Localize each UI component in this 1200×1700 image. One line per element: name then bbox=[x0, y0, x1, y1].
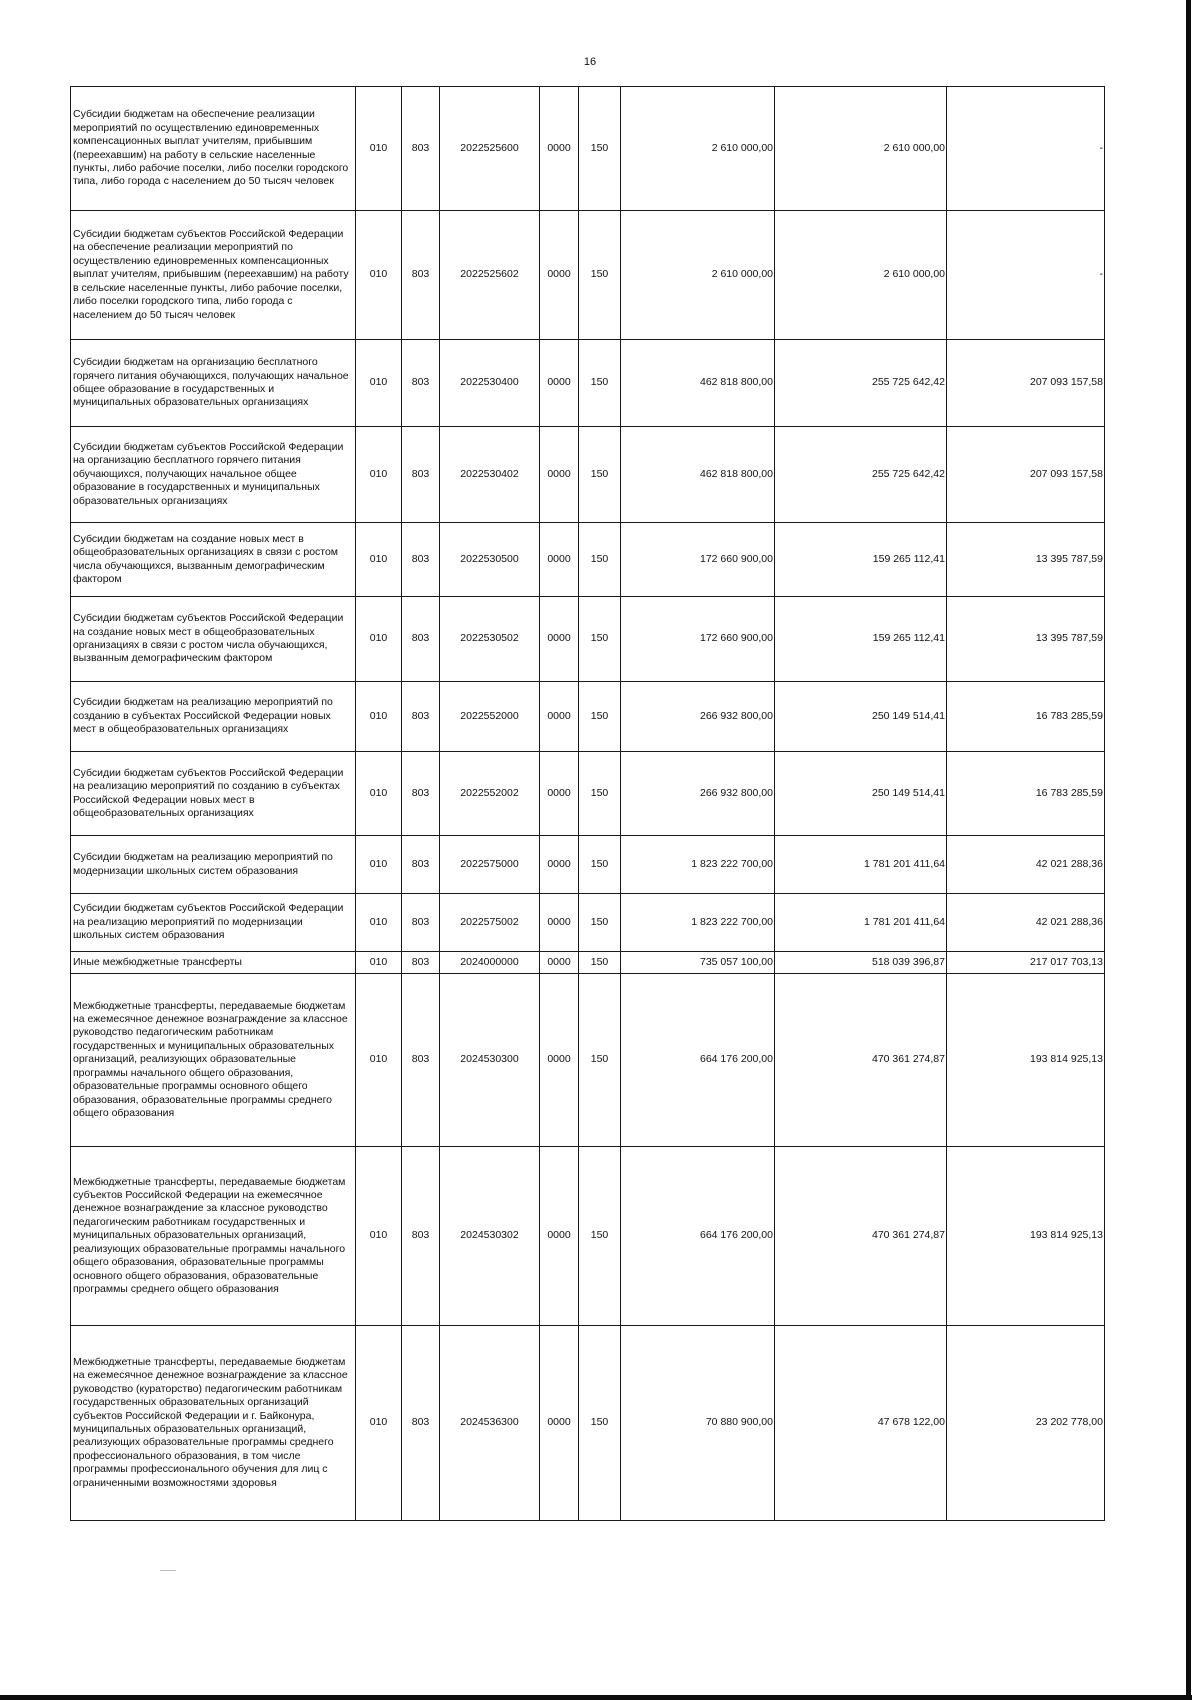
code-cell: 150 bbox=[579, 1147, 621, 1326]
code-cell: 0000 bbox=[540, 211, 579, 340]
amount-exec-cell: 2 610 000,00 bbox=[775, 87, 947, 211]
code-cell: 2022575002 bbox=[440, 894, 540, 952]
amount-exec-cell: 255 725 642,42 bbox=[775, 427, 947, 523]
code-cell: 2022575000 bbox=[440, 836, 540, 894]
code-cell: 803 bbox=[402, 211, 440, 340]
code-cell: 2024536300 bbox=[440, 1326, 540, 1521]
table-row bbox=[71, 836, 1105, 894]
code-cell: 803 bbox=[402, 682, 440, 752]
amount-exec-cell: 159 265 112,41 bbox=[775, 597, 947, 682]
amount-rest-cell: - bbox=[947, 87, 1105, 211]
table-row bbox=[71, 87, 1105, 211]
amount-rest-cell: 217 017 703,13 bbox=[947, 952, 1105, 974]
code-cell: 803 bbox=[402, 836, 440, 894]
code-cell: 803 bbox=[402, 427, 440, 523]
table-row bbox=[71, 523, 1105, 597]
table-row bbox=[71, 974, 1105, 1147]
code-cell: 150 bbox=[579, 87, 621, 211]
code-cell: 0000 bbox=[540, 836, 579, 894]
code-cell: 0000 bbox=[540, 952, 579, 974]
amount-exec-cell: 255 725 642,42 bbox=[775, 340, 947, 427]
code-cell: 0000 bbox=[540, 1147, 579, 1326]
code-cell: 2022552000 bbox=[440, 682, 540, 752]
row-description: Субсидии бюджетам субъектов Российской Федерации на реализацию мероприятий по модернизации школьных систем образования bbox=[71, 894, 356, 952]
amount-exec-cell: 470 361 274,87 bbox=[775, 1147, 947, 1326]
code-cell: 150 bbox=[579, 752, 621, 836]
code-cell: 803 bbox=[402, 1147, 440, 1326]
table-row bbox=[71, 597, 1105, 682]
code-cell: 010 bbox=[356, 427, 402, 523]
table-row bbox=[71, 752, 1105, 836]
code-cell: 150 bbox=[579, 974, 621, 1147]
code-cell: 803 bbox=[402, 952, 440, 974]
code-cell: 803 bbox=[402, 597, 440, 682]
row-description: Субсидии бюджетам на организацию бесплатного горячего питания обучающихся, получающих начальное общее образование в государственных и муниципальных образовательных организациях bbox=[71, 340, 356, 427]
code-cell: 0000 bbox=[540, 340, 579, 427]
code-cell: 010 bbox=[356, 523, 402, 597]
amount-plan-cell: 462 818 800,00 bbox=[621, 340, 775, 427]
code-cell: 150 bbox=[579, 836, 621, 894]
code-cell: 010 bbox=[356, 1326, 402, 1521]
code-cell: 150 bbox=[579, 427, 621, 523]
row-description: Субсидии бюджетам на реализацию мероприятий по модернизации школьных систем образования bbox=[71, 836, 356, 894]
amount-rest-cell: 193 814 925,13 bbox=[947, 974, 1105, 1147]
page-number: 16 bbox=[583, 56, 597, 68]
amount-exec-cell: 47 678 122,00 bbox=[775, 1326, 947, 1521]
code-cell: 803 bbox=[402, 1326, 440, 1521]
amount-exec-cell: 518 039 396,87 bbox=[775, 952, 947, 974]
code-cell: 150 bbox=[579, 682, 621, 752]
code-cell: 010 bbox=[356, 836, 402, 894]
code-cell: 150 bbox=[579, 523, 621, 597]
code-cell: 010 bbox=[356, 340, 402, 427]
amount-rest-cell: 13 395 787,59 bbox=[947, 523, 1105, 597]
amount-rest-cell: 193 814 925,13 bbox=[947, 1147, 1105, 1326]
code-cell: 2022530500 bbox=[440, 523, 540, 597]
code-cell: 0000 bbox=[540, 894, 579, 952]
row-description: Субсидии бюджетам на создание новых мест в общеобразовательных организациях в связи с ростом числа обучающихся, вызванным демографическим фактором bbox=[71, 523, 356, 597]
amount-rest-cell: 16 783 285,59 bbox=[947, 682, 1105, 752]
amount-rest-cell: 42 021 288,36 bbox=[947, 836, 1105, 894]
code-cell: 150 bbox=[579, 894, 621, 952]
code-cell: 010 bbox=[356, 211, 402, 340]
code-cell: 150 bbox=[579, 1326, 621, 1521]
amount-exec-cell: 250 149 514,41 bbox=[775, 682, 947, 752]
row-description: Субсидии бюджетам субъектов Российской Федерации на обеспечение реализации мероприятий по осуществлению единовременных компенсационных выплат учителям, прибывшим (переехавшим) на работу в сельские населенные пункты, либо рабочие поселки, либо поселки городского типа, либо города с населением до 50 тысяч человек bbox=[71, 211, 356, 340]
amount-exec-cell: 470 361 274,87 bbox=[775, 974, 947, 1147]
code-cell: 803 bbox=[402, 340, 440, 427]
table-row bbox=[71, 211, 1105, 340]
code-cell: 2024530302 bbox=[440, 1147, 540, 1326]
amount-plan-cell: 70 880 900,00 bbox=[621, 1326, 775, 1521]
code-cell: 2022530400 bbox=[440, 340, 540, 427]
amount-rest-cell: 13 395 787,59 bbox=[947, 597, 1105, 682]
amount-rest-cell: 207 093 157,58 bbox=[947, 427, 1105, 523]
amount-plan-cell: 2 610 000,00 bbox=[621, 87, 775, 211]
amount-rest-cell: 23 202 778,00 bbox=[947, 1326, 1105, 1521]
code-cell: 010 bbox=[356, 87, 402, 211]
code-cell: 2024000000 bbox=[440, 952, 540, 974]
amount-plan-cell: 664 176 200,00 bbox=[621, 1147, 775, 1326]
amount-plan-cell: 1 823 222 700,00 bbox=[621, 836, 775, 894]
code-cell: 010 bbox=[356, 894, 402, 952]
code-cell: 0000 bbox=[540, 682, 579, 752]
row-description: Субсидии бюджетам на обеспечение реализации мероприятий по осуществлению единовременных компенсационных выплат учителям, прибывшим (переехавшим) на работу в сельские населенные пункты, либо рабочие поселки, либо поселки городского типа, либо города с населением до 50 тысяч человек bbox=[71, 87, 356, 211]
table-row bbox=[71, 952, 1105, 974]
amount-exec-cell: 159 265 112,41 bbox=[775, 523, 947, 597]
row-description: Межбюджетные трансферты, передаваемые бюджетам субъектов Российской Федерации на ежемесячное денежное вознаграждение за классное руководство педагогическим работникам государственных и муниципальных образовательных организаций, реализующих образовательные программы начального общего образования, образовательные программы основного общего образования, образовательные программы среднего общего образования bbox=[71, 1147, 356, 1326]
code-cell: 150 bbox=[579, 340, 621, 427]
amount-plan-cell: 1 823 222 700,00 bbox=[621, 894, 775, 952]
scan-mark bbox=[160, 1570, 176, 1571]
code-cell: 010 bbox=[356, 952, 402, 974]
code-cell: 803 bbox=[402, 752, 440, 836]
row-description: Иные межбюджетные трансферты bbox=[71, 952, 356, 974]
code-cell: 0000 bbox=[540, 1326, 579, 1521]
table-row bbox=[71, 682, 1105, 752]
code-cell: 2022525602 bbox=[440, 211, 540, 340]
amount-plan-cell: 266 932 800,00 bbox=[621, 682, 775, 752]
code-cell: 803 bbox=[402, 894, 440, 952]
amount-rest-cell: 42 021 288,36 bbox=[947, 894, 1105, 952]
code-cell: 0000 bbox=[540, 752, 579, 836]
code-cell: 2022530502 bbox=[440, 597, 540, 682]
table-row bbox=[71, 340, 1105, 427]
code-cell: 150 bbox=[579, 597, 621, 682]
amount-exec-cell: 2 610 000,00 bbox=[775, 211, 947, 340]
row-description: Межбюджетные трансферты, передаваемые бюджетам на ежемесячное денежное вознаграждение за классное руководство педагогическим работникам государственных и муниципальных образовательных организаций, реализующих образовательные программы начального общего образования, образовательные программы основного общего образования, образовательные программы среднего общего образования bbox=[71, 974, 356, 1147]
row-description: Межбюджетные трансферты, передаваемые бюджетам на ежемесячное денежное вознаграждение за классное руководство (кураторство) педагогическим работникам государственных образовательных организаций субъектов Российской Федерации и г. Байконура, муниципальных образовательных организаций, реализующих образовательные программы среднего профессионального образования, в том числе программы профессионального обучения для лиц с ограниченными возможностями здоровья bbox=[71, 1326, 356, 1521]
amount-plan-cell: 172 660 900,00 bbox=[621, 597, 775, 682]
code-cell: 2022552002 bbox=[440, 752, 540, 836]
amount-rest-cell: 207 093 157,58 bbox=[947, 340, 1105, 427]
row-description: Субсидии бюджетам на реализацию мероприятий по созданию в субъектах Российской Федерации новых мест в общеобразовательных организациях bbox=[71, 682, 356, 752]
code-cell: 0000 bbox=[540, 523, 579, 597]
amount-rest-cell: - bbox=[947, 211, 1105, 340]
code-cell: 2022530402 bbox=[440, 427, 540, 523]
amount-exec-cell: 1 781 201 411,64 bbox=[775, 894, 947, 952]
code-cell: 150 bbox=[579, 211, 621, 340]
table-body bbox=[71, 87, 1105, 1521]
amount-plan-cell: 735 057 100,00 bbox=[621, 952, 775, 974]
code-cell: 0000 bbox=[540, 974, 579, 1147]
amount-exec-cell: 1 781 201 411,64 bbox=[775, 836, 947, 894]
code-cell: 010 bbox=[356, 597, 402, 682]
row-description: Субсидии бюджетам субъектов Российской Федерации на реализацию мероприятий по созданию в субъектах Российской Федерации новых мест в общеобразовательных организациях bbox=[71, 752, 356, 836]
amount-plan-cell: 664 176 200,00 bbox=[621, 974, 775, 1147]
row-description: Субсидии бюджетам субъектов Российской Федерации на организацию бесплатного горячего питания обучающихся, получающих начальное общее образование в государственных и муниципальных образовательных организациях bbox=[71, 427, 356, 523]
table-row bbox=[71, 427, 1105, 523]
code-cell: 803 bbox=[402, 523, 440, 597]
budget-report-table bbox=[70, 86, 1105, 1521]
amount-plan-cell: 172 660 900,00 bbox=[621, 523, 775, 597]
amount-rest-cell: 16 783 285,59 bbox=[947, 752, 1105, 836]
code-cell: 150 bbox=[579, 952, 621, 974]
code-cell: 0000 bbox=[540, 427, 579, 523]
row-description: Субсидии бюджетам субъектов Российской Федерации на создание новых мест в общеобразовательных организациях в связи с ростом числа обучающихся, вызванным демографическим фактором bbox=[71, 597, 356, 682]
page-edge-right bbox=[1186, 0, 1191, 1700]
amount-plan-cell: 2 610 000,00 bbox=[621, 211, 775, 340]
code-cell: 803 bbox=[402, 87, 440, 211]
amount-plan-cell: 462 818 800,00 bbox=[621, 427, 775, 523]
code-cell: 010 bbox=[356, 752, 402, 836]
code-cell: 2022525600 bbox=[440, 87, 540, 211]
code-cell: 010 bbox=[356, 1147, 402, 1326]
page-edge-bottom bbox=[0, 1695, 1192, 1700]
code-cell: 803 bbox=[402, 974, 440, 1147]
code-cell: 0000 bbox=[540, 597, 579, 682]
code-cell: 2024530300 bbox=[440, 974, 540, 1147]
table-row bbox=[71, 894, 1105, 952]
amount-plan-cell: 266 932 800,00 bbox=[621, 752, 775, 836]
code-cell: 0000 bbox=[540, 87, 579, 211]
code-cell: 010 bbox=[356, 682, 402, 752]
code-cell: 010 bbox=[356, 974, 402, 1147]
table-row bbox=[71, 1326, 1105, 1521]
table-row bbox=[71, 1147, 1105, 1326]
amount-exec-cell: 250 149 514,41 bbox=[775, 752, 947, 836]
